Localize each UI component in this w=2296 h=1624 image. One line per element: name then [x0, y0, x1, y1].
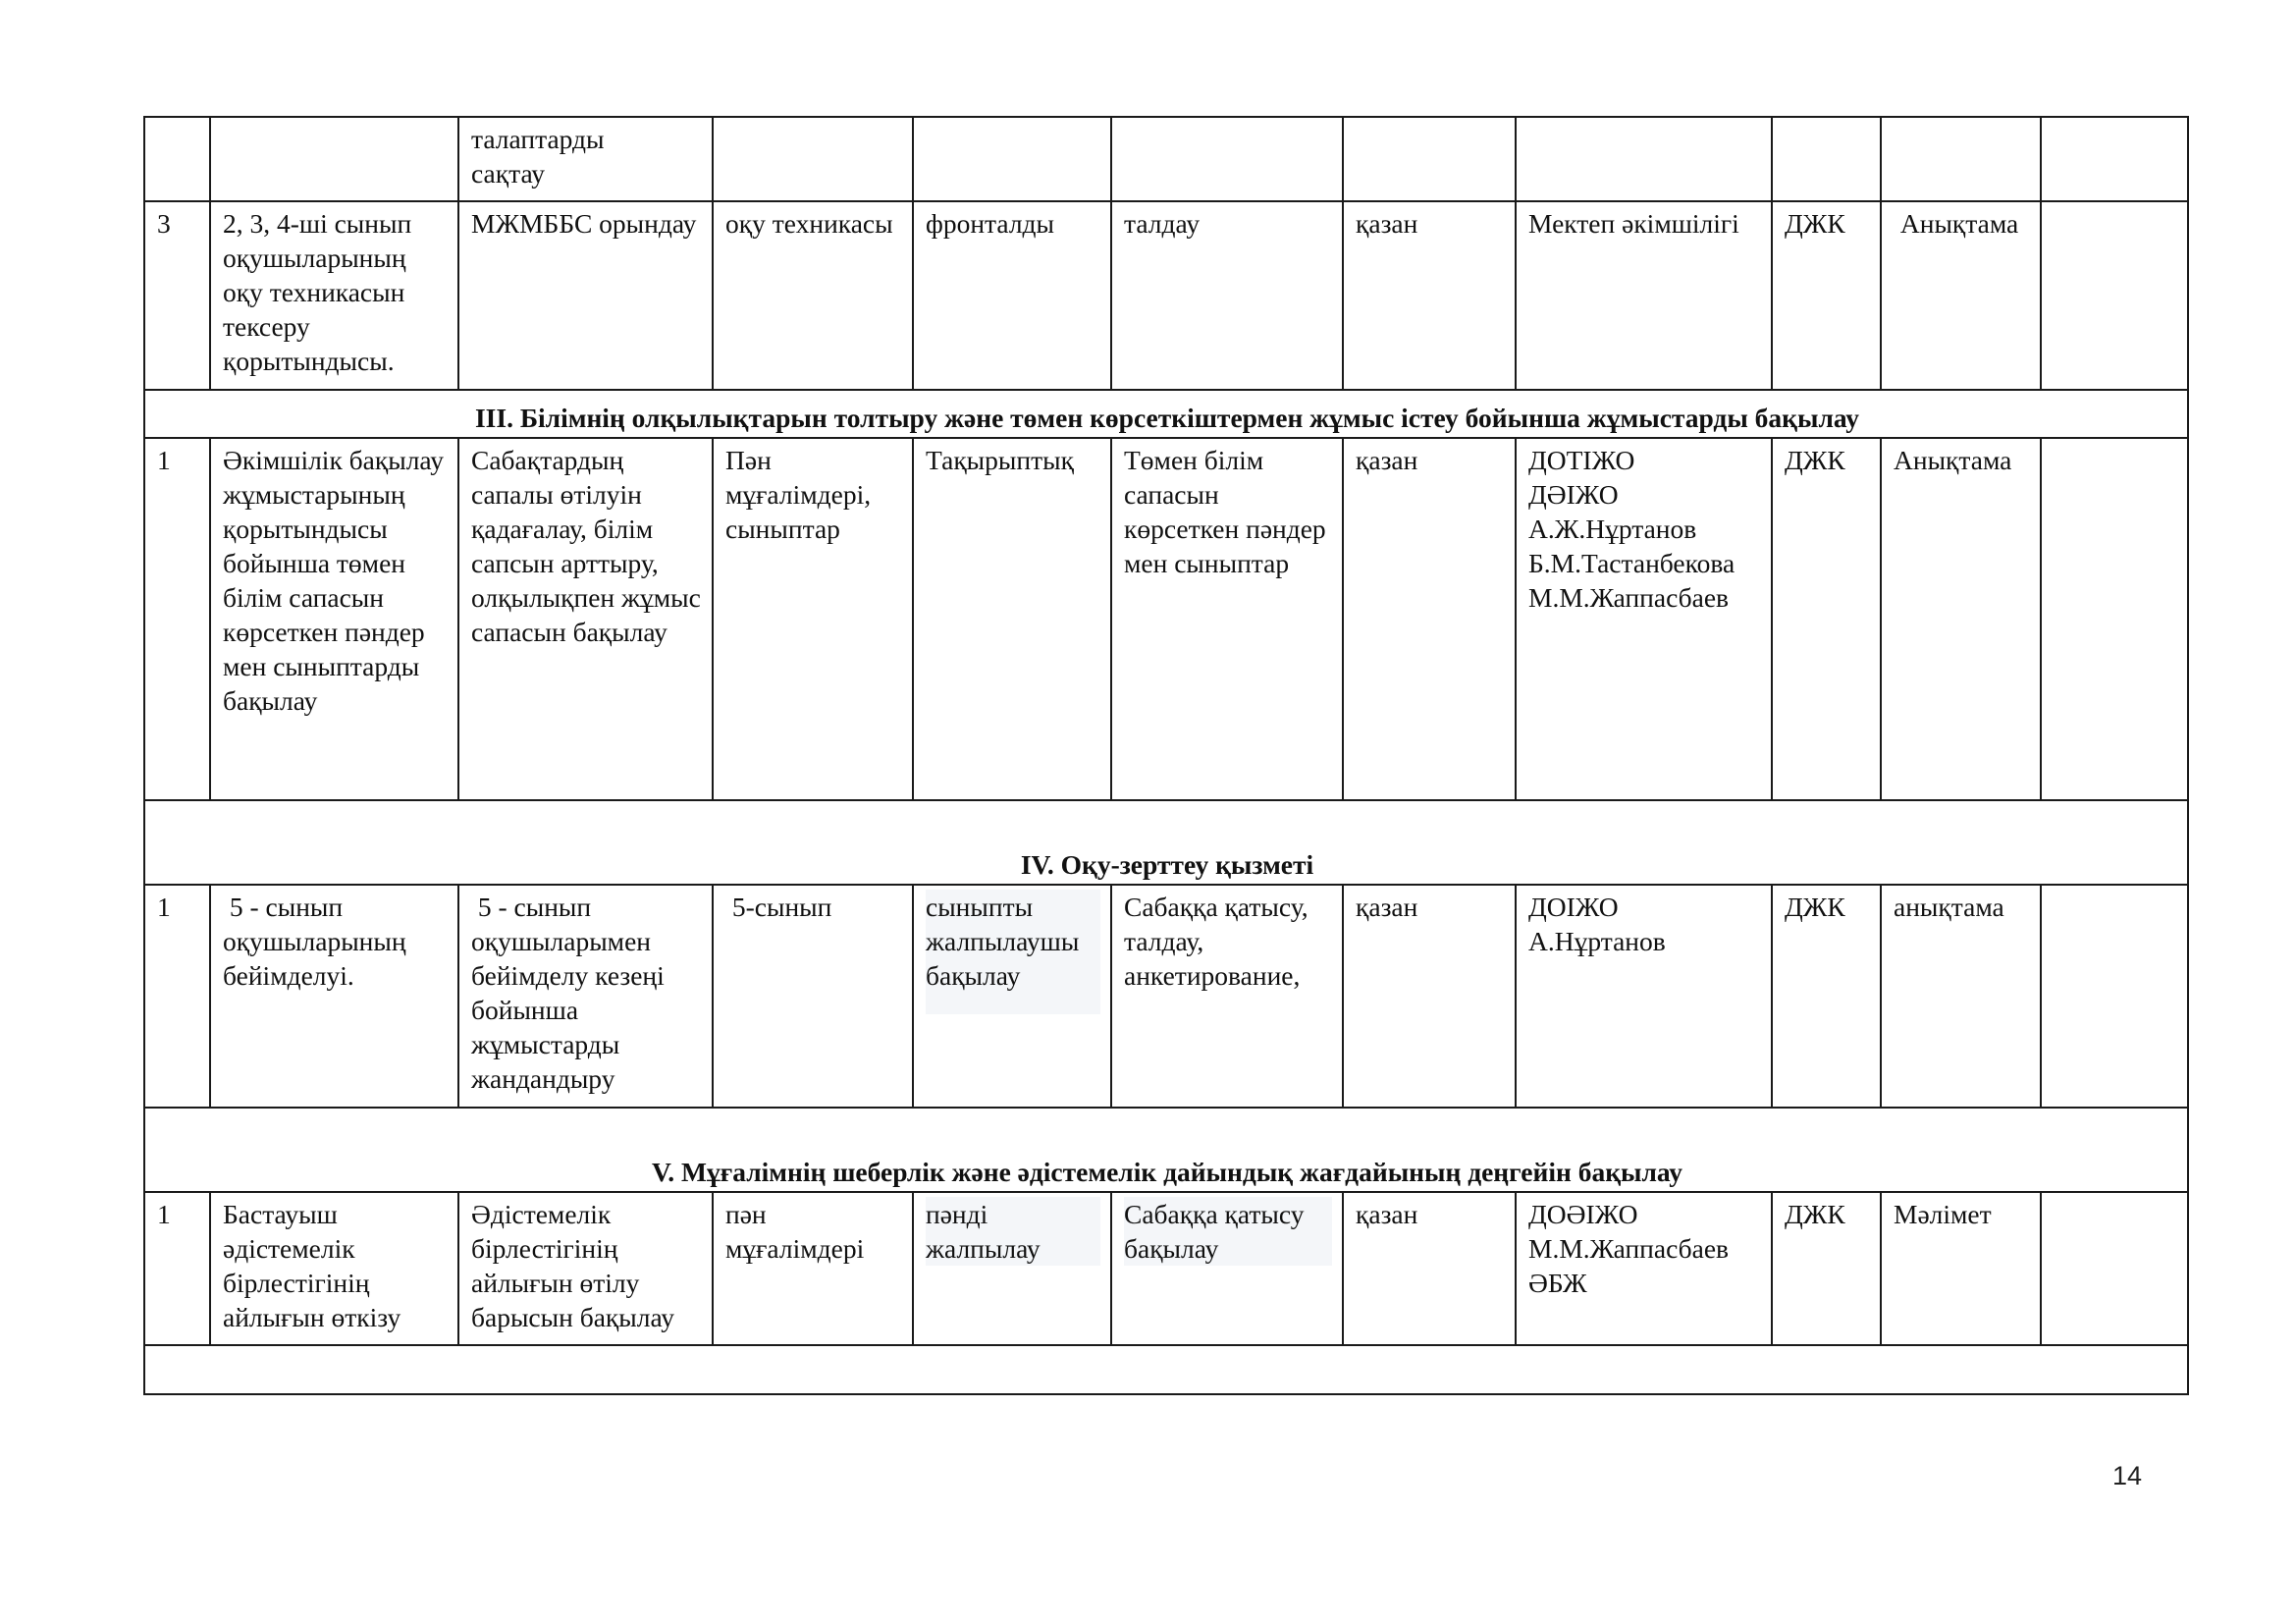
empty-cell [144, 1345, 2188, 1394]
cell-term: қазан [1343, 1192, 1516, 1345]
cell-object: пән мұғалімдері [713, 1192, 913, 1345]
cell-result [1881, 117, 2041, 201]
cell-goal: 5 - сынып оқушыларымен бейімделу кезеңі бойынша жұмыстарды жандандыру [458, 885, 713, 1108]
cell-responsible [1516, 117, 1772, 201]
cell-content: Бастауыш әдістемелік бірлестігінің айлығын өткізу [210, 1192, 458, 1345]
cell-result: Анықтама [1881, 201, 2041, 390]
cell-method: Төмен білім сапасын көрсеткен пәндер мен сыныптар [1111, 438, 1343, 800]
cell-method: Сабаққа қатысу, талдау, анкетирование, [1111, 885, 1343, 1108]
cell-type: Тақырыптық [913, 438, 1111, 800]
table-row [144, 1192, 2188, 1345]
cell-number: 1 [144, 1192, 210, 1345]
table-row [144, 201, 2188, 390]
cell-type-text: сыныпты жалпылаушы бақылау [926, 890, 1100, 1014]
cell-goal: Әдістемелік бірлестігінің айлығын өтілу барысын бақылау [458, 1192, 713, 1345]
cell-goal: талаптарды сақтау [458, 117, 713, 201]
table-row [144, 438, 2188, 800]
cell-result: Анықтама [1881, 438, 2041, 800]
cell-number: 1 [144, 438, 210, 800]
cell-number: 1 [144, 885, 210, 1108]
cell-content: Әкімшілік бақылау жұмыстарының қорытындысы бойынша төмен білім сапасын көрсеткен пәндер мен сыныптарды бақылау [210, 438, 458, 800]
cell-term: қазан [1343, 885, 1516, 1108]
section-row [144, 1108, 2188, 1192]
cell-extra [2041, 1192, 2188, 1345]
empty-row [144, 1345, 2188, 1394]
table-row [144, 117, 2188, 201]
cell-object: оқу техникасы [713, 201, 913, 390]
cell-number: 3 [144, 201, 210, 390]
cell-responsible: ДОІЖО А.Нұртанов [1516, 885, 1772, 1108]
cell-result: анықтама [1881, 885, 2041, 1108]
section-row [144, 800, 2188, 885]
cell-responsible: ДОӘІЖО М.М.Жаппасбаев ӘБЖ [1516, 1192, 1772, 1345]
cell-review-place [1772, 117, 1881, 201]
cell-responsible: ДОТІЖО ДӘІЖО А.Ж.Нұртанов Б.М.Тастанбекова М.М.Жаппасбаев [1516, 438, 1772, 800]
cell-extra [2041, 885, 2188, 1108]
cell-type: фронталды [913, 201, 1111, 390]
cell-method: талдау [1111, 201, 1343, 390]
section-heading: ІV. Оқу-зерттеу қызметі [144, 800, 2188, 885]
cell-result: Мәлімет [1881, 1192, 2041, 1345]
cell-term: қазан [1343, 438, 1516, 800]
cell-review-place: ДЖК [1772, 201, 1881, 390]
cell-extra [2041, 117, 2188, 201]
cell-review-place: ДЖК [1772, 885, 1881, 1108]
cell-number [144, 117, 210, 201]
cell-content [210, 117, 458, 201]
cell-type [913, 1192, 1111, 1345]
table-row [144, 885, 2188, 1108]
page-number: 14 [2112, 1461, 2143, 1490]
cell-method-text: Сабаққа қатысу бақылау [1124, 1197, 1332, 1266]
cell-type [913, 117, 1111, 201]
cell-object: Пән мұғалімдері, сыныптар [713, 438, 913, 800]
cell-extra [2041, 438, 2188, 800]
control-plan-table [143, 116, 2189, 1395]
cell-content: 2, 3, 4-ші сынып оқушыларының оқу техникасын тексеру қорытындысы. [210, 201, 458, 390]
cell-review-place: ДЖК [1772, 438, 1881, 800]
cell-type-text: пәнді жалпылау [926, 1197, 1100, 1266]
cell-method [1111, 117, 1343, 201]
cell-term: қазан [1343, 201, 1516, 390]
cell-object: 5-сынып [713, 885, 913, 1108]
cell-term [1343, 117, 1516, 201]
section-heading: V. Мұғалімнің шеберлік және әдістемелік дайындық жағдайының деңгейін бақылау [144, 1108, 2188, 1192]
cell-extra [2041, 201, 2188, 390]
section-heading: ІІІ. Білімнің олқылықтарын толтыру және төмен көрсеткіштермен жұмыс істеу бойынша жұмыстарды бақылау [144, 390, 2188, 438]
cell-type [913, 885, 1111, 1108]
section-row [144, 390, 2188, 438]
cell-goal: Сабақтардың сапалы өтілуін қадағалау, білім сапсын арттыру, олқылықпен жұмыс сапасын бақылау [458, 438, 713, 800]
cell-content: 5 - сынып оқушыларының бейімделуі. [210, 885, 458, 1108]
cell-responsible: Мектеп әкімшілігі [1516, 201, 1772, 390]
cell-method [1111, 1192, 1343, 1345]
cell-review-place: ДЖК [1772, 1192, 1881, 1345]
cell-goal: МЖМББС орындау [458, 201, 713, 390]
cell-object [713, 117, 913, 201]
